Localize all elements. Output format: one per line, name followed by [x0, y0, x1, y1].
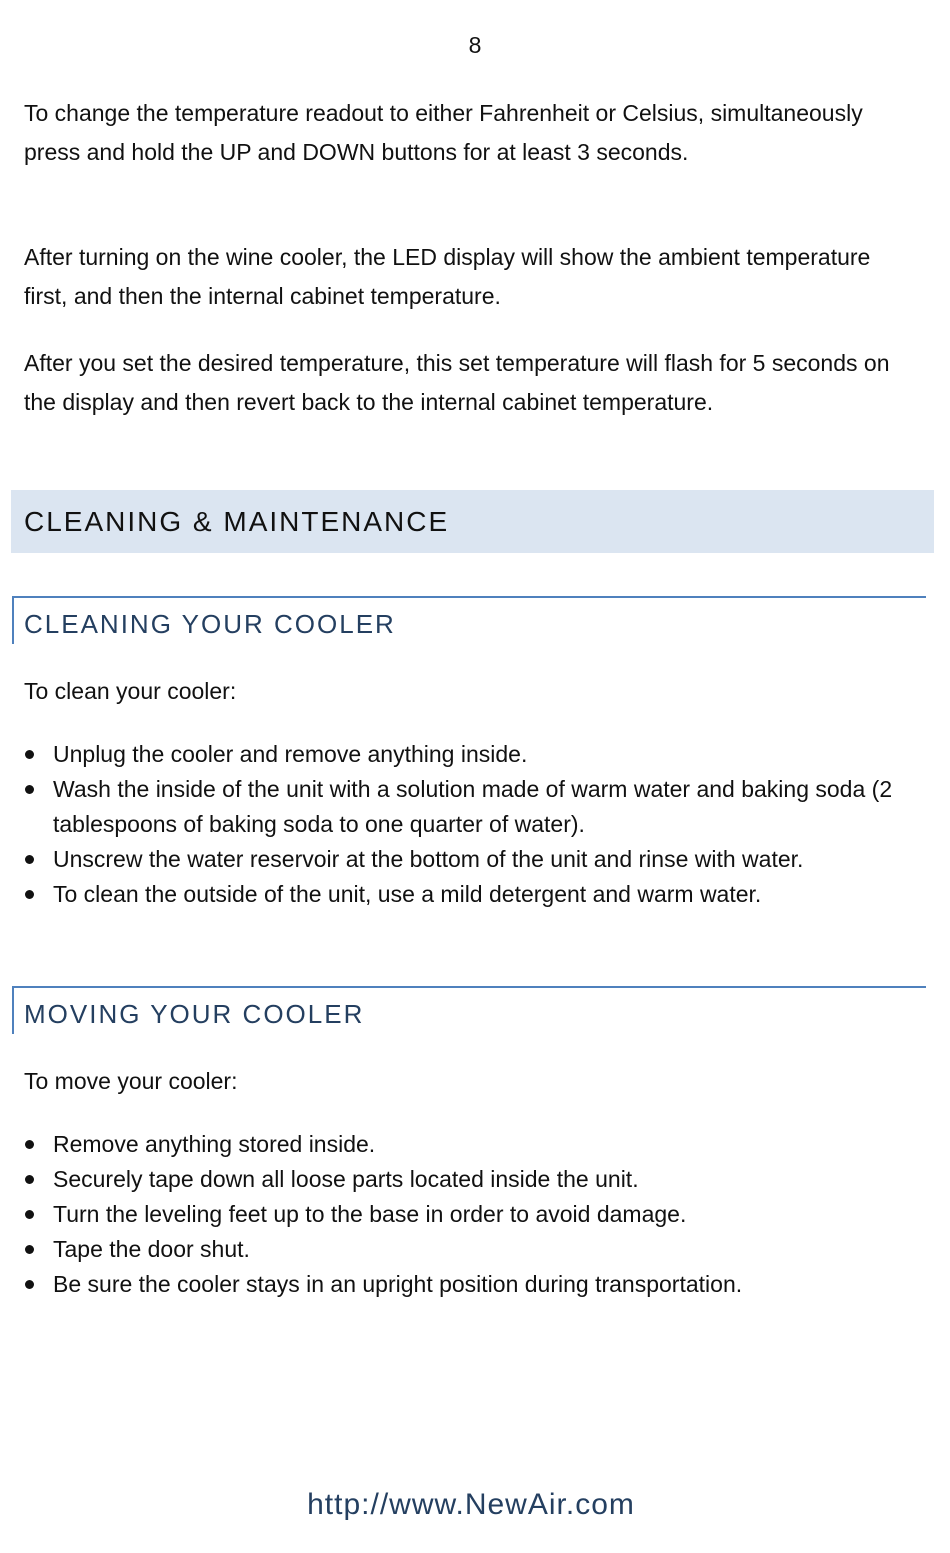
- list-item: [24, 842, 919, 877]
- list-item: [24, 1267, 919, 1302]
- list-item: [24, 1162, 919, 1197]
- temperature-unit-paragraph: To change the temperature readout to either Fahrenheit or Celsius, simultaneously press and hold the UP and DOWN buttons for at least 3 seconds.: [24, 100, 863, 165]
- list-item: [24, 737, 919, 772]
- cleaning-intro: To clean your cooler:: [24, 678, 237, 704]
- moving-list: [24, 1127, 919, 1302]
- led-display-paragraph: After turning on the wine cooler, the LED display will show the ambient temperature first, and then the internal cabinet temperature.: [24, 244, 871, 309]
- section-header-band: [11, 490, 934, 553]
- bullet-icon: [25, 785, 34, 794]
- list-item-text: Remove anything stored inside.: [53, 1131, 376, 1157]
- moving-subheading: [12, 986, 926, 1034]
- set-temperature-paragraph: After you set the desired temperature, this set temperature will flash for 5 seconds on the display and then revert back to the internal cabinet temperature.: [24, 350, 890, 415]
- list-item-text: Securely tape down all loose parts located inside the unit.: [53, 1166, 639, 1192]
- list-item-text: Be sure the cooler stays in an upright position during transportation.: [53, 1271, 743, 1297]
- list-item-text: Unscrew the water reservoir at the bottom of the unit and rinse with water.: [53, 846, 804, 872]
- list-item: [24, 772, 919, 842]
- list-item-text: Tape the door shut.: [53, 1236, 250, 1262]
- bullet-icon: [25, 890, 34, 899]
- moving-intro: To move your cooler:: [24, 1068, 238, 1094]
- list-item-text: To clean the outside of the unit, use a mild detergent and warm water.: [53, 881, 762, 907]
- page-number: 8: [468, 32, 482, 58]
- bullet-icon: [25, 1210, 34, 1219]
- bullet-icon: [25, 855, 34, 864]
- list-item-text: Wash the inside of the unit with a solution made of warm water and baking soda (2 tablespoons of baking soda to one quarter of water).: [53, 776, 893, 837]
- list-item-text: Unplug the cooler and remove anything inside.: [53, 741, 528, 767]
- list-item-text: Turn the leveling feet up to the base in order to avoid damage.: [53, 1201, 687, 1227]
- bullet-icon: [25, 750, 34, 759]
- list-item: [24, 1127, 919, 1162]
- cleaning-heading: CLEANING YOUR COOLER: [24, 609, 396, 639]
- section-title: CLEANING & MAINTENANCE: [24, 506, 450, 537]
- list-item: [24, 877, 919, 912]
- moving-heading: MOVING YOUR COOLER: [24, 999, 365, 1029]
- list-item: [24, 1232, 919, 1267]
- bullet-icon: [25, 1175, 34, 1184]
- bullet-icon: [25, 1280, 34, 1289]
- footer-url-link[interactable]: http://www.NewAir.com: [307, 1488, 635, 1521]
- bullet-icon: [25, 1140, 34, 1149]
- cleaning-list: [24, 737, 919, 912]
- bullet-icon: [25, 1245, 34, 1254]
- list-item: [24, 1197, 919, 1232]
- cleaning-subheading: [12, 596, 926, 644]
